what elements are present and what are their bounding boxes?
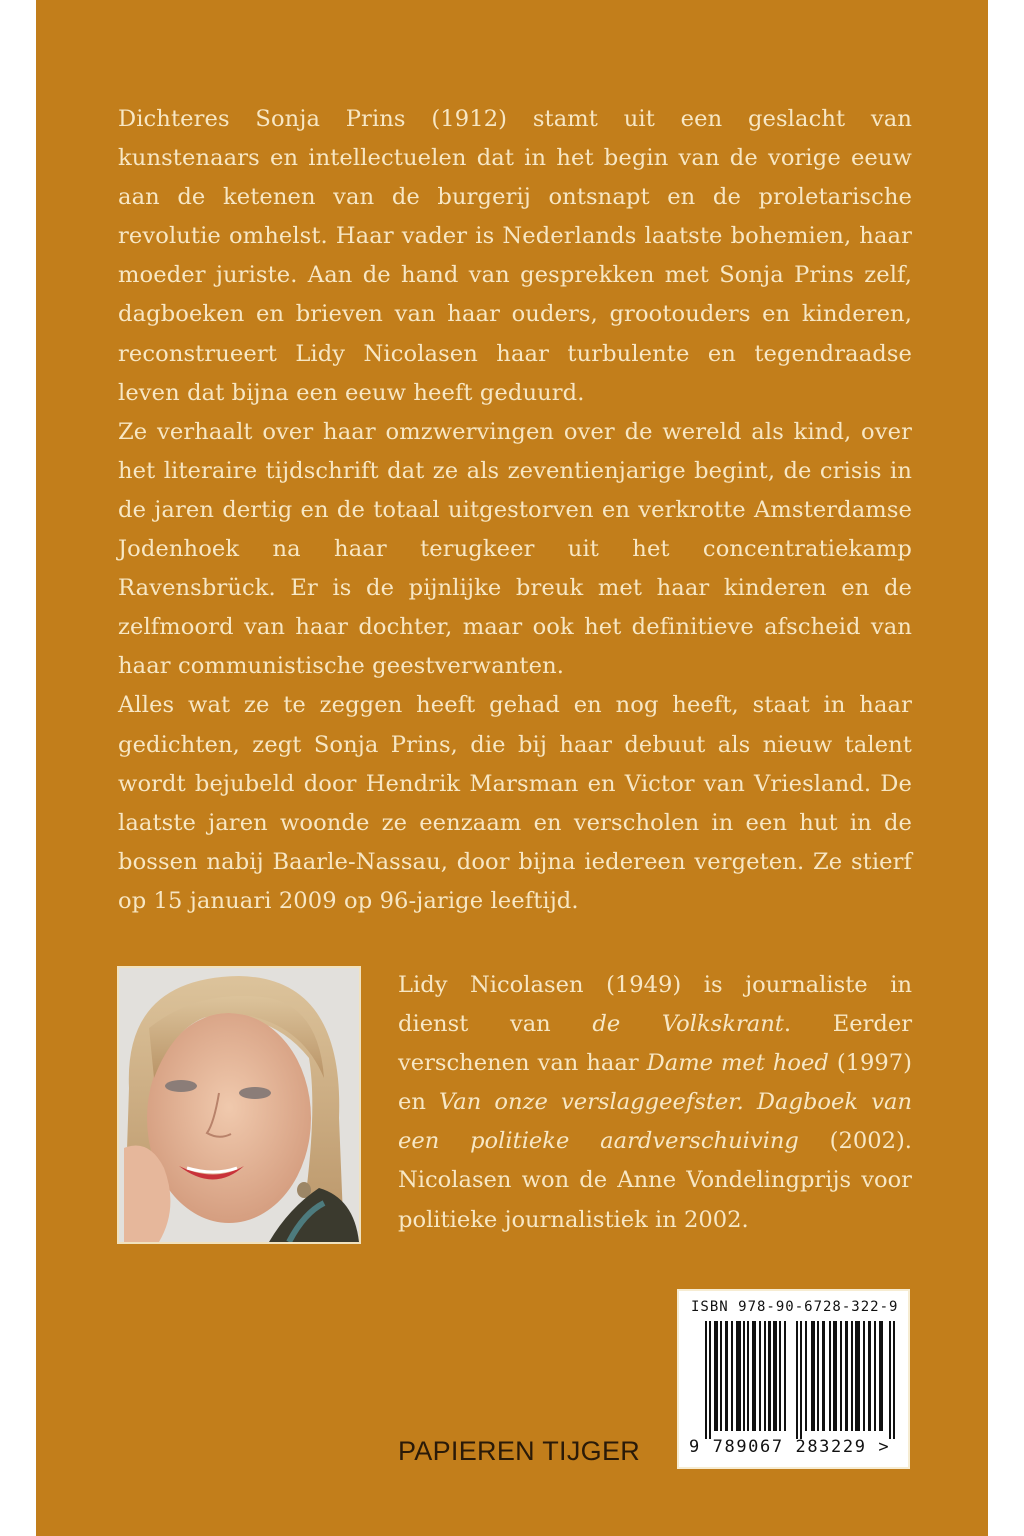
bio-text: . Eerder verschenen van haar (398, 1011, 913, 1077)
blurb-paragraph-1: Dichteres Sonja Prins (1912) stamt uit een geslacht van kunstenaars en intellectuelen dat in het begin van de vorige eeuw aan de ketenen van de burgerij ontsnapt en de proletarische revolutie omhelst. Haar vader is Nederlands laatste bohemien, haar moeder juriste. Aan de hand van gesprekken met Sonja Prins zelf, dagboeken en brieven van haar ouders, grootouders en kinderen, reconstrueert Lidy Nicolasen haar turbulente en tegendraadse leven dat bijna een eeuw heeft geduurd. (118, 106, 912, 406)
author-bio (398, 966, 912, 1240)
publisher-name: PAPIEREN TIJGER (398, 1436, 641, 1466)
author-photo (117, 966, 361, 1244)
book-blurb (118, 100, 912, 921)
bio-book-title: Van onze verslaggeefster. Dagboek van een politieke aardverschuiving (398, 1089, 912, 1155)
blurb-paragraph-3: Alles wat ze te zeggen heeft gehad en nog heeft, staat in haar gedichten, zegt Sonja Prins, die bij haar debuut als nieuw talent wordt bejubeld door Hendrik Marsman en Victor van Vriesland. De laatste jaren woonde ze eenzaam en verscholen in een hut in de bossen nabij Baarle-Nassau, door bijna iedereen vergeten. Ze stierf op 15 januari 2009 op 96-jarige leeftijd. (118, 692, 912, 914)
bio-newspaper: de Volkskrant (592, 1011, 784, 1038)
isbn-label: ISBN 978-90-6728-322-9 (691, 1299, 899, 1315)
barcode-bars-icon (705, 1321, 895, 1439)
author-portrait-icon (119, 968, 359, 1242)
bio-book-title: Dame met hoed (646, 1050, 829, 1077)
ean-digits: 9 789067 283229 > (689, 1437, 891, 1457)
isbn-barcode (677, 1289, 910, 1469)
blurb-paragraph-2: Ze verhaalt over haar omzwervingen over de wereld als kind, over het literaire tijdschrift dat ze als zeventienjarige begint, de crisis in de jaren dertig en de totaal uitgestorven en verkrotte Amsterdamse Jodenhoek na haar terugkeer uit het concentratiekamp Ravensbrück. Er is de pijnlijke breuk met haar kinderen en de zelfmoord van haar dochter, maar ook het definitieve afscheid van haar communistische geestverwanten. (118, 418, 912, 680)
bio-text: (2002). Nicolasen won de Anne Vondelingprijs voor politieke journalistiek in 2002. (398, 1128, 912, 1233)
bio-text: Lidy Nicolasen (1949) is journaliste in dienst van (398, 972, 912, 1038)
bio-text: (1997) en (398, 1050, 912, 1116)
